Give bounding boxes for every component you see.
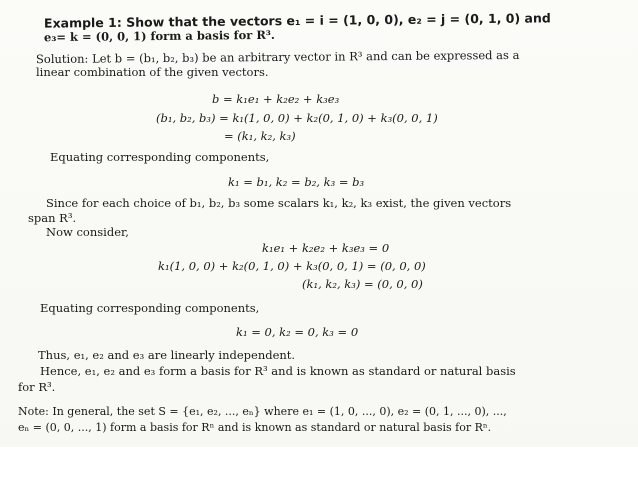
example-heading-line2: e₃= k = (0, 0, 1) form a basis for R³.	[43, 27, 275, 45]
note-line2: eₙ = (0, 0, ..., 1) form a basis for Rⁿ and is known as standard or natural basis for Rⁿ.	[18, 421, 492, 434]
thus-line: Thus, e₁, e₂ and e₃ are linearly independent.	[38, 348, 296, 362]
note-line1: Note: In general, the set S = {e₁, e₂, ..., eₙ} where e₁ = (1, 0, ..., 0), e₂ = (0, 1, ..., 0), ...,	[18, 405, 507, 418]
hence-line1: Hence, e₁, e₂ and e₃ form a basis for R³ and is known as standard or natural basis	[40, 364, 516, 378]
solution-line2: linear combination of the given vectors.	[36, 65, 269, 79]
equation-k-equals-b: k₁ = b₁, k₂ = b₂, k₃ = b₃	[228, 175, 365, 189]
equation-k-zero-vector: (k₁, k₂, k₃) = (0, 0, 0)	[302, 277, 423, 291]
hence-line2: for R³.	[18, 380, 56, 394]
equating-components-2: Equating corresponding components,	[40, 301, 260, 315]
equating-components-1: Equating corresponding components,	[50, 150, 270, 164]
since-line1: Since for each choice of b₁, b₂, b₃ some scalars k₁, k₂, k₃ exist, the given vectors	[46, 196, 512, 210]
example-heading-line1: Example 1: Show that the vectors e₁ = i = (1, 0, 0), e₂ = j = (0, 1, 0) and	[43, 10, 551, 31]
equation-b-expanded: (b₁, b₂, b₃) = k₁(1, 0, 0) + k₂(0, 1, 0) + k₃(0, 0, 1)	[156, 111, 438, 125]
now-consider: Now consider,	[46, 225, 129, 239]
equation-b-combination: b = k₁e₁ + k₂e₂ + k₃e₃	[212, 92, 340, 106]
since-line2: span R³.	[28, 211, 77, 225]
equation-b-result: = (k₁, k₂, k₃)	[224, 129, 296, 143]
solution-line1: Solution: Let b = (b₁, b₂, b₃) be an arbitrary vector in R³ and can be expressed as a	[35, 47, 520, 67]
bottom-margin	[0, 447, 638, 478]
equation-linear-combo-zero: k₁e₁ + k₂e₂ + k₃e₃ = 0	[262, 241, 390, 255]
equation-expanded-zero: k₁(1, 0, 0) + k₂(0, 1, 0) + k₃(0, 0, 1) = (0, 0, 0)	[158, 259, 426, 273]
equation-k-zero: k₁ = 0, k₂ = 0, k₃ = 0	[236, 325, 359, 339]
